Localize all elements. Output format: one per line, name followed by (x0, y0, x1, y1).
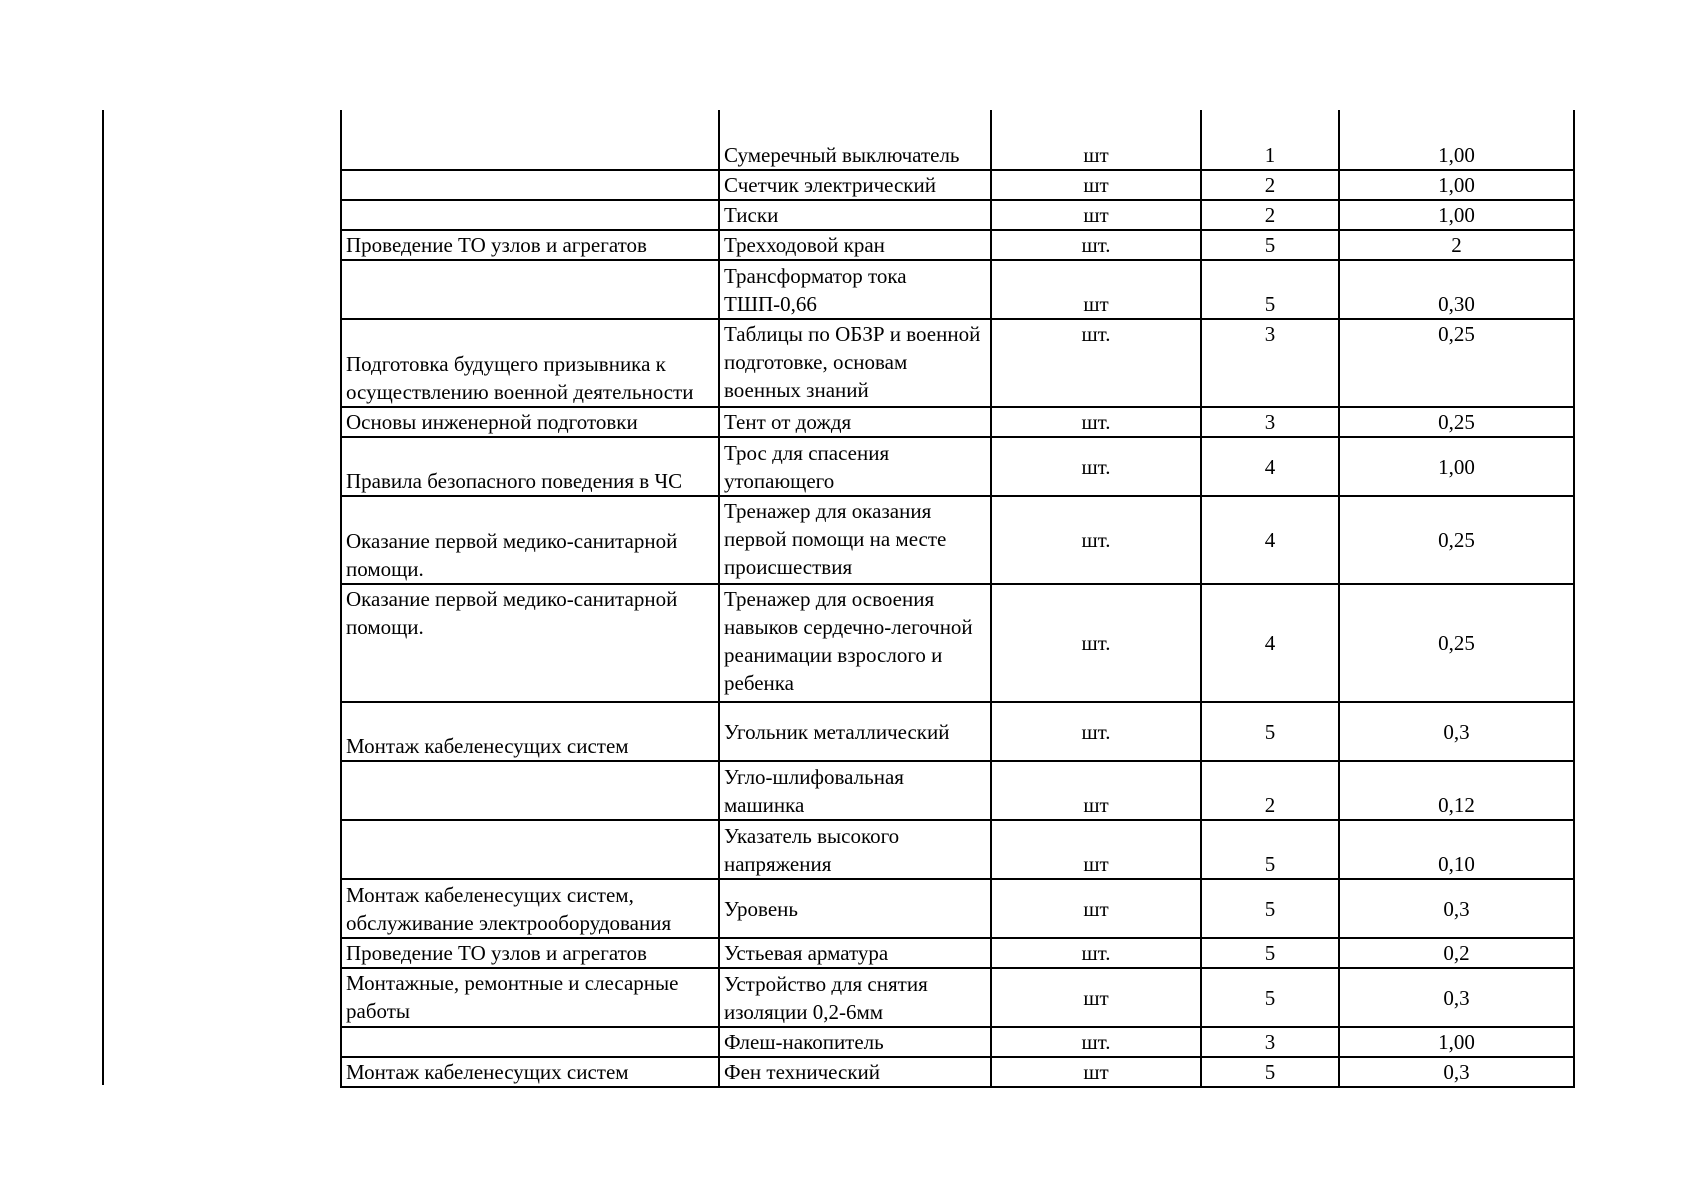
quantity-cell: 5 (1201, 260, 1339, 319)
item-name-cell: Трос для спасения утопающего (719, 437, 991, 496)
table-row (341, 319, 1574, 407)
activity-cell (341, 820, 719, 879)
activity-cell: Проведение ТО узлов и агрегатов (341, 230, 719, 260)
norm-cell: 1,00 (1339, 1027, 1574, 1057)
quantity-cell: 4 (1201, 496, 1339, 584)
norm-cell: 0,25 (1339, 496, 1574, 584)
unit-cell: шт (991, 170, 1201, 200)
unit-cell: шт. (991, 1027, 1201, 1057)
item-name-cell: Фен технический (719, 1057, 991, 1087)
unit-cell: шт. (991, 584, 1201, 702)
unit-cell: шт. (991, 407, 1201, 437)
table-row (341, 1027, 1574, 1057)
quantity-cell: 5 (1201, 230, 1339, 260)
norm-cell: 0,2 (1339, 938, 1574, 968)
unit-cell: шт. (991, 319, 1201, 407)
item-name-cell: Тент от дождя (719, 407, 991, 437)
activity-cell: Правила безопасного поведения в ЧС (341, 437, 719, 496)
activity-cell (341, 170, 719, 200)
table-row (341, 407, 1574, 437)
activity-cell: Оказание первой медико-санитарной помощи. (341, 496, 719, 584)
quantity-cell: 3 (1201, 407, 1339, 437)
item-name-cell: Устьевая арматура (719, 938, 991, 968)
unit-cell: шт (991, 879, 1201, 938)
unit-cell: шт. (991, 938, 1201, 968)
table-row (341, 230, 1574, 260)
item-name-cell: Счетчик электрический (719, 170, 991, 200)
table-row (341, 968, 1574, 1027)
item-name-cell: Тренажер для освоения навыков сердечно-легочной реанимации взрослого и ребенка (719, 584, 991, 702)
norm-cell: 0,12 (1339, 761, 1574, 820)
quantity-cell: 4 (1201, 437, 1339, 496)
item-name-cell: Указатель высокого напряжения (719, 820, 991, 879)
activity-cell: Монтаж кабеленесущих систем (341, 702, 719, 761)
norm-cell: 1,00 (1339, 200, 1574, 230)
quantity-cell: 5 (1201, 968, 1339, 1027)
activity-cell: Монтажные, ремонтные и слесарные работы (341, 968, 719, 1027)
norm-cell: 1,00 (1339, 110, 1574, 170)
activity-cell (341, 761, 719, 820)
item-name-cell: Таблицы по ОБЗР и военной подготовке, основам военных знаний (719, 319, 991, 407)
quantity-cell: 2 (1201, 170, 1339, 200)
item-name-cell: Уровень (719, 879, 991, 938)
norm-cell: 1,00 (1339, 437, 1574, 496)
activity-cell: Проведение ТО узлов и агрегатов (341, 938, 719, 968)
unit-cell: шт (991, 110, 1201, 170)
table-row (341, 496, 1574, 584)
norm-cell: 0,25 (1339, 407, 1574, 437)
table-row (341, 938, 1574, 968)
activity-cell: Основы инженерной подготовки (341, 407, 719, 437)
item-name-cell: Трехходовой кран (719, 230, 991, 260)
table-row (341, 1057, 1574, 1087)
quantity-cell: 5 (1201, 1057, 1339, 1087)
quantity-cell: 5 (1201, 879, 1339, 938)
quantity-cell: 1 (1201, 110, 1339, 170)
table-row (341, 584, 1574, 702)
quantity-cell: 5 (1201, 820, 1339, 879)
activity-cell: Монтаж кабеленесущих систем, обслуживание электрооборудования (341, 879, 719, 938)
item-name-cell: Тиски (719, 200, 991, 230)
equipment-table (340, 110, 1575, 1088)
item-name-cell: Угольник металлический (719, 702, 991, 761)
item-name-cell: Флеш-накопитель (719, 1027, 991, 1057)
norm-cell: 0,30 (1339, 260, 1574, 319)
table-row (341, 879, 1574, 938)
unit-cell: шт. (991, 702, 1201, 761)
quantity-cell: 2 (1201, 200, 1339, 230)
norm-cell: 2 (1339, 230, 1574, 260)
table-row (341, 260, 1574, 319)
unit-cell: шт (991, 968, 1201, 1027)
item-name-cell: Тренажер для оказания первой помощи на месте происшествия (719, 496, 991, 584)
item-name-cell: Сумеречный выключатель (719, 110, 991, 170)
norm-cell: 0,3 (1339, 879, 1574, 938)
unit-cell: шт. (991, 496, 1201, 584)
item-name-cell: Угло-шлифовальная машинка (719, 761, 991, 820)
activity-cell (341, 110, 719, 170)
table-row (341, 170, 1574, 200)
activity-cell (341, 260, 719, 319)
norm-cell: 0,3 (1339, 1057, 1574, 1087)
norm-cell: 0,25 (1339, 319, 1574, 407)
quantity-cell: 5 (1201, 702, 1339, 761)
quantity-cell: 5 (1201, 938, 1339, 968)
unit-cell: шт (991, 200, 1201, 230)
quantity-cell: 4 (1201, 584, 1339, 702)
item-name-cell: Трансформатор тока ТШП-0,66 (719, 260, 991, 319)
table-row (341, 110, 1574, 170)
unit-cell: шт (991, 1057, 1201, 1087)
unit-cell: шт (991, 260, 1201, 319)
table-row (341, 437, 1574, 496)
quantity-cell: 2 (1201, 761, 1339, 820)
unit-cell: шт (991, 761, 1201, 820)
activity-cell (341, 200, 719, 230)
activity-cell: Монтаж кабеленесущих систем (341, 1057, 719, 1087)
unit-cell: шт. (991, 437, 1201, 496)
norm-cell: 0,3 (1339, 968, 1574, 1027)
activity-cell: Оказание первой медико-санитарной помощи. (341, 584, 719, 702)
norm-cell: 0,10 (1339, 820, 1574, 879)
item-name-cell: Устройство для снятия изоляции 0,2-6мм (719, 968, 991, 1027)
table-row (341, 702, 1574, 761)
unit-cell: шт. (991, 230, 1201, 260)
page-left-rule (102, 110, 104, 1085)
unit-cell: шт (991, 820, 1201, 879)
norm-cell: 1,00 (1339, 170, 1574, 200)
activity-cell (341, 1027, 719, 1057)
norm-cell: 0,25 (1339, 584, 1574, 702)
table-row (341, 200, 1574, 230)
quantity-cell: 3 (1201, 1027, 1339, 1057)
norm-cell: 0,3 (1339, 702, 1574, 761)
equipment-table-body (341, 110, 1574, 1087)
table-row (341, 820, 1574, 879)
quantity-cell: 3 (1201, 319, 1339, 407)
activity-cell: Подготовка будущего призывника к осуществлению военной деятельности (341, 319, 719, 407)
table-row (341, 761, 1574, 820)
